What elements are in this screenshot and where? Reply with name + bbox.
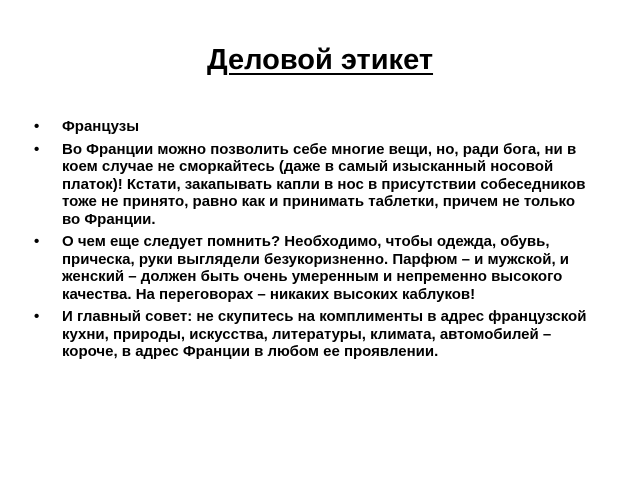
bullet-icon: • <box>34 308 40 325</box>
bullet-icon: • <box>34 118 40 135</box>
bullet-text: О чем еще следует помнить? Необходимо, чтобы одежда, обувь, прическа, руки выглядели безукоризненно. Парфюм – и мужской, и женский – должен быть очень умеренным и непременно высокого качества. На переговорах – никаких высоких каблуков! <box>62 233 569 303</box>
bullet-text: Французы <box>62 118 139 135</box>
bullet-icon: • <box>34 233 40 250</box>
slide-title: Деловой этикет <box>206 44 434 76</box>
bullet-item-compliments <box>32 308 592 361</box>
bullet-item-appearance <box>32 233 592 303</box>
bullet-text: И главный совет: не скупитесь на комплименты в адрес французской кухни, природы, искусства, литературы, климата, автомобилей – короче, в адрес Франции в любом ее проявлении. <box>62 308 587 360</box>
bullet-list <box>32 118 592 366</box>
bullet-icon: • <box>34 140 40 158</box>
bullet-item-no-nose-blowing <box>32 141 592 229</box>
bullet-text: Во Франции можно позволить себе многие вещи, но, ради бога, ни в коем случае не сморкайтесь (даже в самый изысканный носовой платок)! Кстати, закапывать капли в нос в присутствии собеседников тоже не принято, равно как и принимать таблетки, причем не только во Франции. <box>62 140 586 228</box>
bullet-item-french <box>32 118 592 136</box>
